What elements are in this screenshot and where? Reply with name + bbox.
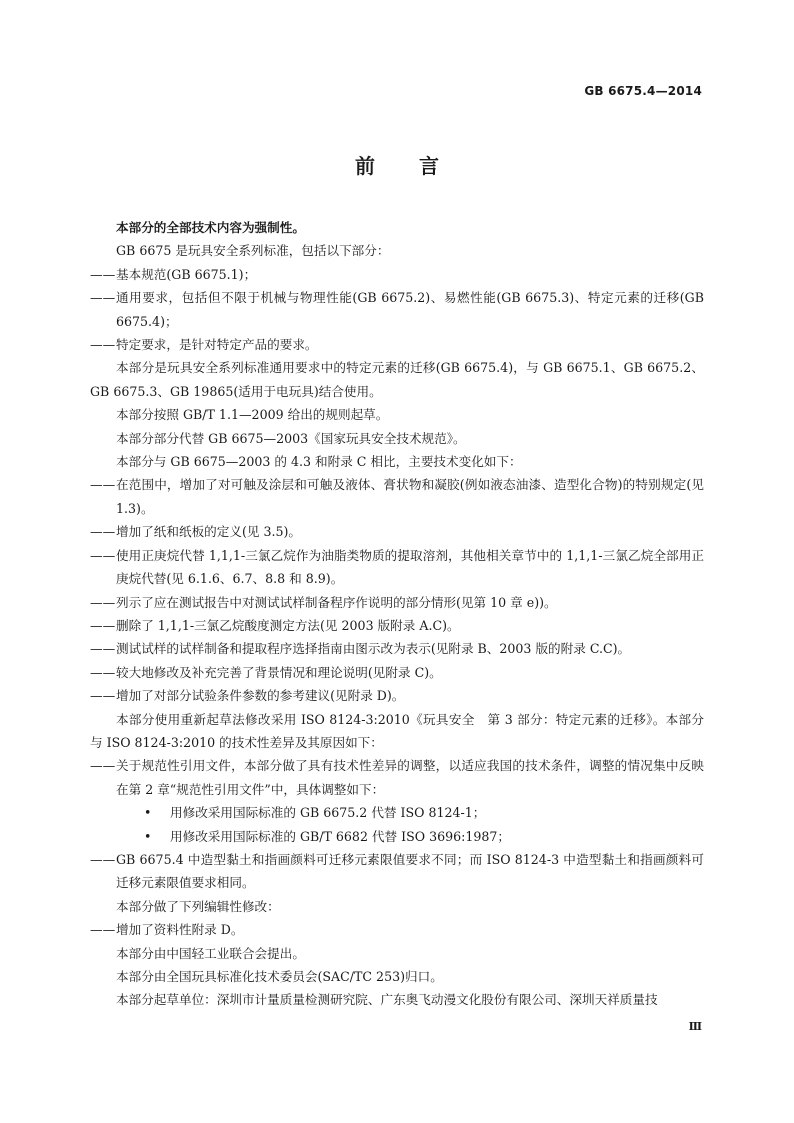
- list-item-text: 删除了 1,1,1-三氯乙烷酸度测定方法(见 2003 版附录 A.C)。: [116, 617, 460, 633]
- dash-list-item: [90, 286, 704, 333]
- dash-mark: ——: [90, 477, 116, 493]
- dash-list-item: [90, 520, 704, 543]
- paragraph: 本部分按照 GB/T 1.1—2009 给出的规则起草。: [116, 407, 389, 423]
- paragraph: 本部分使用重新起草法修改采用 ISO 8124-3:2010《玩具安全 第 3 部分：特定元素的迁移》。本部分与 ISO 8124-3:2010 的技术性差异及其原因如下：: [90, 711, 704, 750]
- list-item-text: 增加了资料性附录 D。: [116, 922, 244, 938]
- dash-mark: ——: [90, 664, 116, 680]
- list-item-text: 用修改采用国际标准的 GB/T 6682 代替 ISO 3696:1987；: [170, 828, 511, 844]
- paragraph: 本部分由中国轻工业联合会提出。: [116, 945, 305, 961]
- dash-mark: ——: [90, 851, 116, 867]
- paragraph: 本部分起草单位：深圳市计量质量检测研究院、广东奥飞动漫文化股份有限公司、深圳天祥质量技: [116, 992, 658, 1008]
- dash-mark: ——: [90, 758, 116, 774]
- dash-list-item: [90, 661, 704, 684]
- page-number: Ⅲ: [688, 1020, 702, 1033]
- dash-mark: ——: [90, 266, 116, 282]
- paragraph: GB 6675 是玩具安全系列标准，包括以下部分：: [116, 243, 390, 259]
- dash-mark: ——: [90, 337, 116, 353]
- preface-body: [90, 216, 704, 1012]
- dash-mark: ——: [90, 617, 116, 633]
- dash-mark: ——: [90, 688, 116, 704]
- dash-list-item: [90, 473, 704, 520]
- list-item-text: 增加了对部分试验条件参数的参考建议(见附录 D)。: [116, 688, 405, 704]
- dash-list-item: [90, 263, 704, 286]
- bullet-mark: •: [144, 805, 152, 821]
- dash-list-item: [90, 333, 704, 356]
- dash-list-item: [90, 591, 704, 614]
- dash-mark: ——: [90, 290, 116, 306]
- list-item-text: 基本规范(GB 6675.1)；: [116, 266, 257, 282]
- list-item-text: 增加了纸和纸板的定义(见 3.5)。: [116, 524, 301, 540]
- dash-list-item: [90, 848, 704, 895]
- list-item-text: 用修改采用国际标准的 GB 6675.2 代替 ISO 8124-1；: [170, 805, 486, 821]
- dash-list-item: [90, 918, 704, 941]
- list-item-text: 特定要求，是针对特定产品的要求。: [116, 337, 318, 353]
- bullet-list-item: [90, 825, 704, 848]
- paragraph: 本部分的全部技术内容为强制性。: [116, 220, 305, 235]
- dash-list-item: [90, 544, 704, 591]
- list-item-text: 在范围中，增加了对可触及涂层和可触及液体、膏状物和凝胶(例如液态油漆、造型化合物)的特别规定(见 1.3)。: [116, 477, 704, 516]
- dash-mark: ——: [90, 594, 116, 610]
- dash-mark: ——: [90, 524, 116, 540]
- bullet-list-item: [90, 801, 704, 824]
- paragraph: 本部分与 GB 6675—2003 的 4.3 和附录 C 相比，主要技术变化如下：: [116, 454, 522, 470]
- list-item-text: 较大地修改及补充完善了背景情况和理论说明(见附录 C)。: [116, 664, 442, 680]
- dash-mark: ——: [90, 547, 116, 563]
- list-item-text: 关于规范性引用文件，本部分做了具有技术性差异的调整，以适应我国的技术条件，调整的情况集中反映在第 2 章“规范性引用文件”中，具体调整如下：: [116, 758, 704, 797]
- title-char-2: 言: [419, 154, 439, 178]
- page-title: [0, 150, 794, 179]
- list-item-text: 测试试样的试样制备和提取程序选择指南由图示改为表示(见附录 B、2003 版的附录 C.C)。: [116, 641, 631, 657]
- paragraph: 本部分部分代替 GB 6675—2003《国家玩具安全技术规范》。: [116, 430, 466, 446]
- paragraph: 本部分由全国玩具标准化技术委员会(SAC/TC 253)归口。: [116, 969, 443, 984]
- dash-list-item: [90, 637, 704, 660]
- dash-mark: ——: [90, 922, 116, 938]
- paragraph: 本部分做了下列编辑性修改：: [116, 898, 280, 914]
- list-item-text: GB 6675.4 中造型黏土和指画颜料可迁移元素限值要求不同；而 ISO 8124-3 中造型黏土和指画颜料可迁移元素限值要求相同。: [116, 851, 704, 891]
- title-char-1: 前: [355, 154, 375, 178]
- dash-list-item: [90, 754, 704, 801]
- list-item-text: 列示了应在测试报告中对测试试样制备程序作说明的部分情形(见第 10 章 e))。: [116, 594, 557, 610]
- bullet-mark: •: [144, 828, 152, 844]
- list-item-text: 通用要求，包括但不限于机械与物理性能(GB 6675.2)、易燃性能(GB 6675.3)、特定元素的迁移(GB 6675.4)；: [116, 290, 704, 329]
- paragraph: 本部分是玩具安全系列标准通用要求中的特定元素的迁移(GB 6675.4)，与 GB 6675.1、GB 6675.2、GB 6675.3、GB 19865(适用于电玩具)结合使用。: [90, 360, 704, 399]
- dash-list-item: [90, 684, 704, 707]
- dash-mark: ——: [90, 641, 116, 657]
- dash-list-item: [90, 614, 704, 637]
- standard-code: GB 6675.4—2014: [584, 84, 702, 98]
- list-item-text: 使用正庚烷代替 1,1,1-三氯乙烷作为油脂类物质的提取溶剂，其他相关章节中的 1,1,1-三氯乙烷全部用正庚烷代替(见 6.1.6、6.7、8.8 和 8.9)。: [116, 547, 704, 587]
